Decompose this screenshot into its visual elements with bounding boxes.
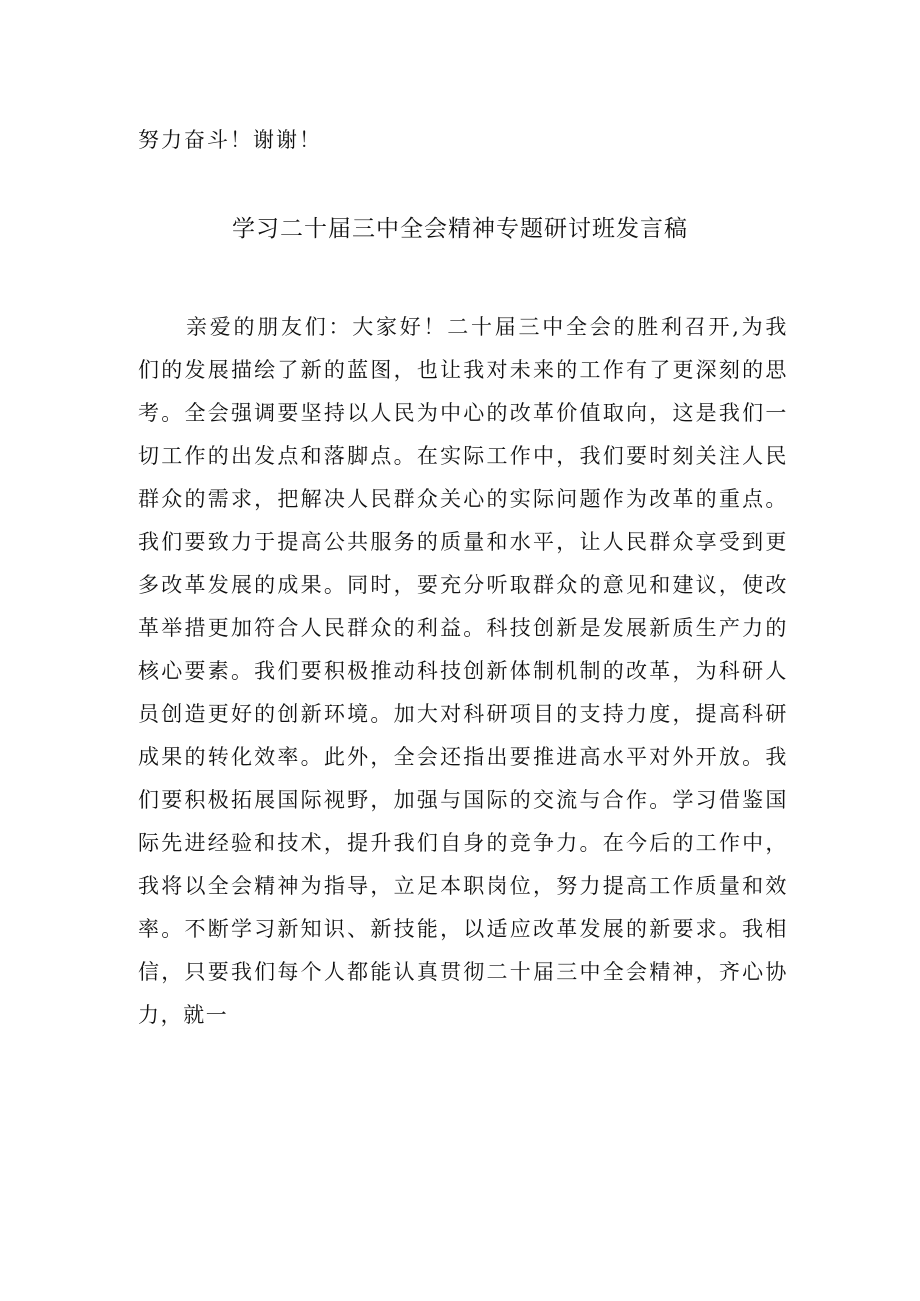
- body-line: 群众的需求，把解决人民群众关心的实际问题作为改革的重点。: [138, 487, 788, 511]
- speech-body: [138, 306, 788, 1037]
- previous-speech-closing: 努力奋斗！谢谢！: [138, 128, 322, 152]
- body-line: 切工作的出发点和落脚点。在实际工作中，我们要时刻关注人民: [138, 444, 788, 468]
- body-line: 我们要致力于提高公共服务的质量和水平，让人民群众享受到更: [138, 530, 788, 554]
- body-line: 力，就一: [138, 1003, 229, 1027]
- body-line: 员创造更好的创新环境。加大对科研项目的支持力度，提高科研: [138, 702, 788, 726]
- body-line: 信，只要我们每个人都能认真贯彻二十届三中全会精神，齐心协: [138, 960, 788, 984]
- body-line: 们要积极拓展国际视野，加强与国际的交流与合作。学习借鉴国: [138, 788, 788, 812]
- body-line: 考。全会强调要坚持以人民为中心的改革价值取向，这是我们一: [138, 401, 788, 425]
- body-line: 际先进经验和技术，提升我们自身的竞争力。在今后的工作中，: [138, 831, 788, 855]
- body-line: 们的发展描绘了新的蓝图，也让我对未来的工作有了更深刻的思: [138, 358, 788, 382]
- body-line: 我将以全会精神为指导，立足本职岗位，努力提高工作质量和效: [138, 874, 788, 898]
- body-line: 成果的转化效率。此外，全会还指出要推进高水平对外开放。我: [138, 745, 788, 769]
- body-line: 率。不断学习新知识、新技能，以适应改革发展的新要求。我相: [138, 917, 788, 941]
- page-title: 学习二十届三中全会精神专题研讨班发言稿: [232, 216, 688, 242]
- body-line: 多改革发展的成果。同时，要充分听取群众的意见和建议，使改: [138, 573, 788, 597]
- body-line: 核心要素。我们要积极推动科技创新体制机制的改革，为科研人: [138, 659, 788, 683]
- body-line: 亲爱的朋友们：大家好！二十届三中全会的胜利召开,为我: [186, 315, 788, 339]
- body-line: 革举措更加符合人民群众的利益。科技创新是发展新质生产力的: [138, 616, 788, 640]
